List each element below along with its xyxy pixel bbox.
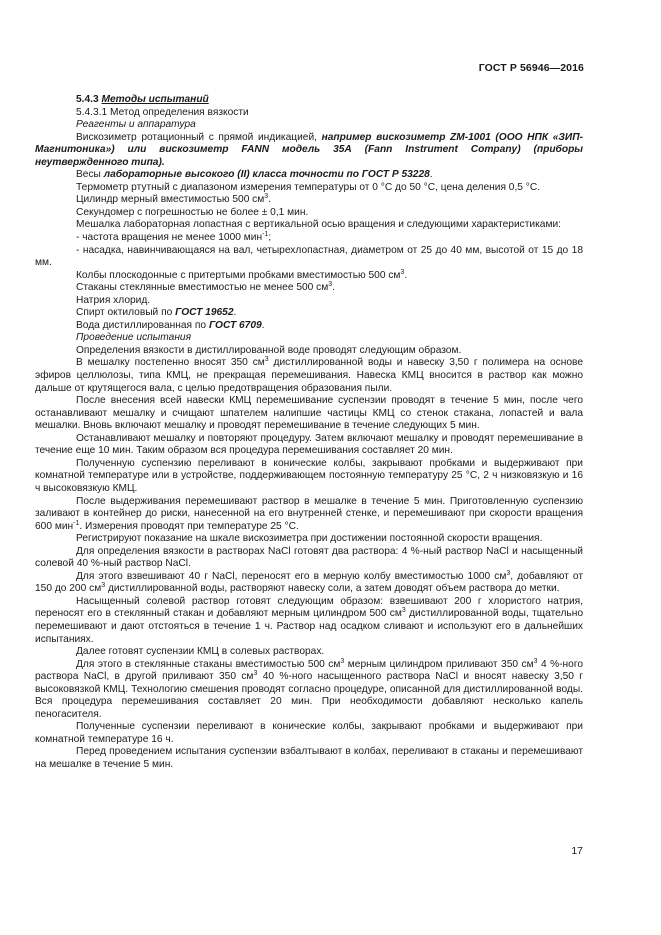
paragraph-5: Полученную суспензию переливают в конические колбы, закрывают пробками и выдерживают при комнатной температуре или в устройстве, поддерживающем постоянную температуру 25 °С, 2 ч низковязкую и 16 ч высоковязкую КМЦ. [35,457,583,494]
paragraph-2: В мешалку постепенно вносят 350 $см^3$ дистиллированной воды и навеску 3,50 г полимера на основе эфиров целлюлозы, типа КМЦ, не прекращая перемешивания. Навеска КМЦ вносится в раствор как можно дальше от крутящегося вала, с целью предотвращения образования пыли. [35,356,584,394]
paragraph-4: Останавливают мешалку и повторяют процедуру. Затем включают мешалку и проводят перемешивание в течение еще 10 мин. Таким образом вся процедура перемешивания составляет 20 мин. [35,432,583,457]
paragraph-flasks: Колбы плоскодонные с притертыми пробками вместимостью 500 $см^3$. [76,268,408,281]
balance-ref: лабораторные высокого (II) класса точности по ГОСТ Р 53228 [103,169,430,181]
section-heading [35,94,583,107]
standard-header: ГОСТ Р 56946—2016 [478,62,584,74]
paragraph-14: Перед проведением испытания суспензии взбалтывают в колбах, переливают в стаканы и перемешивают на мешалке в течение 5 мин. [35,746,583,770]
page-number: 17 [571,845,583,857]
paragraph-9: Для этого взвешивают 40 г NaCl, переносят его в мерную колбу вместимостью 1000 $см^3$, добавляют от 150 до 200 $см^3$ дистиллированной воды, растворяют навеску соли, а затем доводят объем раствора до метки. [35,569,583,595]
section-title: Методы испытаний [101,94,209,105]
paragraph-alcohol: Спирт октиловый по ГОСТ 19652. [76,307,237,319]
paragraph-11: Далее готовят суспензии КМЦ в солевых растворах. [76,646,325,658]
subsection-heading: 5.4.3.1 Метод определения вязкости [76,106,249,118]
alcohol-ref: ГОСТ 19652 [175,307,234,319]
paragraph-mixer: Мешалка лабораторная лопастная с вертикальной осью вращения и следующими характеристиками: [76,219,561,231]
paragraph-3: После внесения всей навески КМЦ перемешивание суспензии проводят в течение 5 мин, после чего останавливают мешалку и счищают шпателем налипшие частицы КМЦ со стенок стакана, лопастей и вала мешалки. Вновь включают мешалку и проводят перемешивание в течение следующих 5 мин. [35,395,583,432]
paragraph-thermometer: Термометр ртутный с диапазоном измерения температуры от 0 °С до 50 °С, цена деления 0,5 °С. [76,181,541,193]
water-ref: ГОСТ 6709 [208,319,262,331]
paragraph-nacl: Натрия хлорид. [76,294,151,306]
paragraph-water: Вода дистиллированная по ГОСТ 6709. [76,319,265,331]
paragraph-12: Для этого в стеклянные стаканы вместимостью 500 $см^3$ мерным цилиндром приливают 350 $см^3$ 4 %-ного раствора NaCl, в другой приливают 350 $см^3$ 40 %-ного насыщенного раствора NaCl и вносят навеску 3,50 г высоковязкой КМЦ. Технологию смешения проводят согласно процедуре, описанной для дистиллированной воды. Вся процедура перемешивания составляет 20 мин. При необходимости добавляют несколько капель пеногасителя. [35,657,584,720]
paragraph-13: Полученные суспензии переливают в конические колбы, закрывают пробками и выдерживают при комнатной температуре 16 ч. [35,721,583,745]
paragraph-stopwatch: Секундомер с погрешностью не более ± 0,1 мин. [76,206,309,218]
paragraph-viscometer: Вискозиметр ротационный с прямой индикацией, например вискозиметр ZM-1001 (ООО НПК «ЗИП-Магнитоника») или вискозиметр FANN модель 35А (Fann Instrument Company) (приборы неутвержденного типа). [35,131,583,168]
paragraph-6: После выдерживания перемешивают раствор в мешалке в течение 5 мин. Приготовленную суспензию заливают в контейнер до риски, нанесенной на его внутренней стенке, и перемешивают при скорости вращения 600 мин$^{-1}$. Измерения проводят при температуре 25 °С. [35,495,583,532]
paragraph-beakers: Стаканы стеклянные вместимостью не менее 500 $см^3$. [76,281,335,294]
paragraph-1: Определения вязкости в дистиллированной воде проводят следующим образом. [76,344,462,356]
document-body [35,94,583,772]
list-item-mixer-frequency: - частота вращения не менее 1000 мин$^{-1}$; [76,231,272,244]
paragraph-10: Насыщенный солевой раствор готовят следующим образом: взвешивают 200 г хлористого натрия, переносят его в стеклянный стакан и добавляют мерным цилиндром 500 $см^3$ дистиллированной воды, тщательно перемешивают и дают отстояться в течение 1 ч. Раствор над осадком сливают и используют его в дальнейших испытаниях. [35,595,583,645]
section-number: 5.4.3 [76,94,99,105]
viscometer-example: например вискозиметр ZM-1001 (ООО НПК «ЗИП-Магнитоника») или вискозиметр FANN модель 35А (Fann Instrument Company) (приборы неутвержденного типа). [35,131,583,168]
procedure-heading: Проведение испытания [76,332,192,344]
paragraph-cylinder: Цилиндр мерный вместимостью 500 $см^3$. [76,193,272,206]
list-item-mixer-nozzle: - насадка, навинчивающаяся на вал, четырехлопастная, диаметром от 25 до 40 мм, высотой от 15 до 18 мм. [35,244,583,269]
reagents-heading: Реагенты и аппаратура [76,119,196,131]
paragraph-7: Регистрируют показание на шкале вискозиметра при достижении постоянной скорости вращения. [76,533,543,545]
paragraph-balance: Весы лабораторные высокого (II) класса точности по ГОСТ Р 53228. [76,169,433,181]
paragraph-8: Для определения вязкости в растворах NaCl готовят два раствора: 4 %-ный раствор NaCl и насыщенный солевой 40 %-ный раствор NaCl. [35,545,583,570]
